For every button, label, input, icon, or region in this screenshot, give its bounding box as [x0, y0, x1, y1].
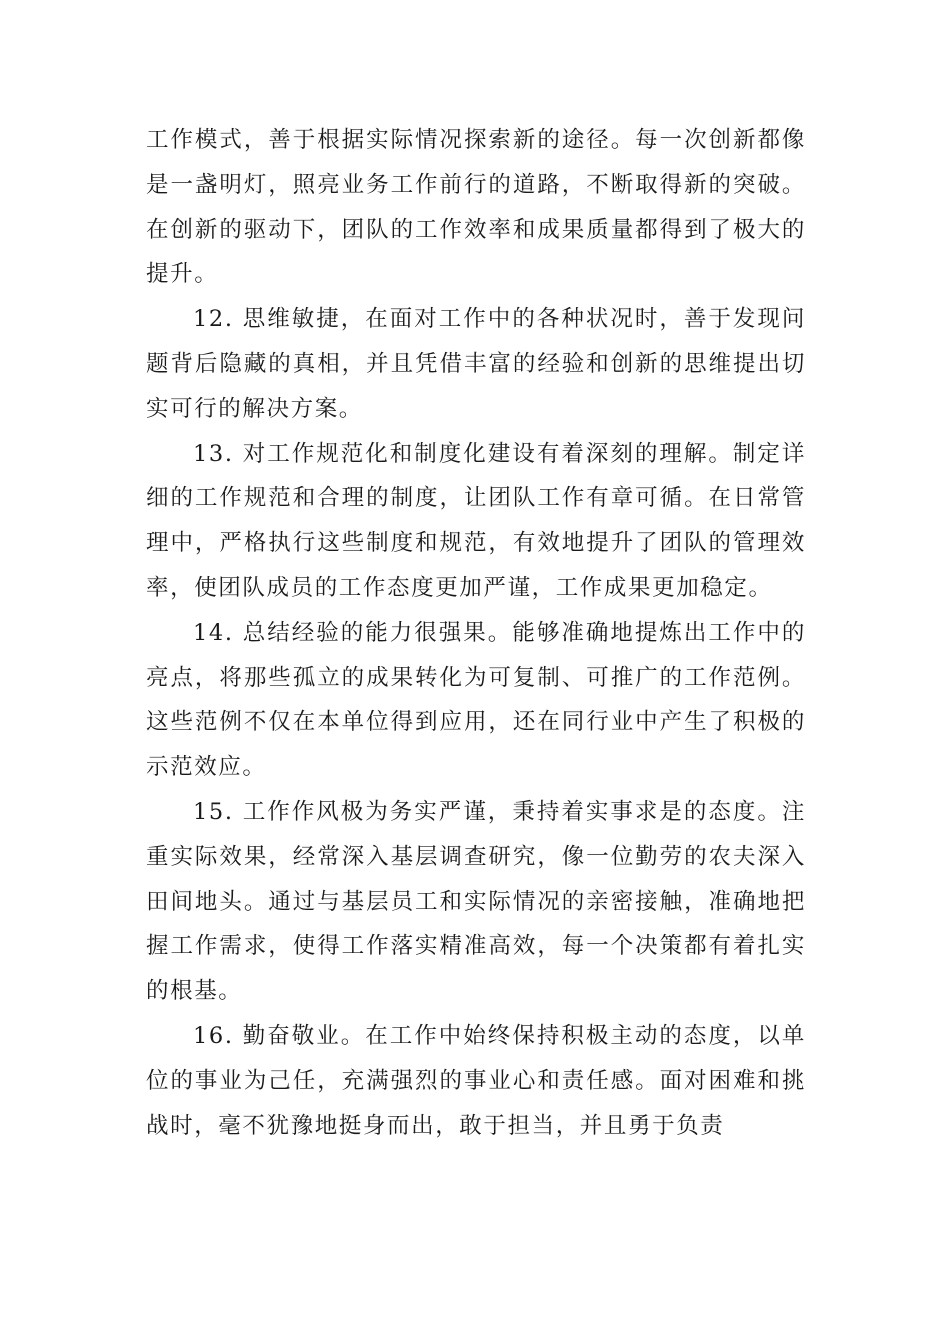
- paragraph-item-12: 12. 思维敏捷，在面对工作中的各种状况时，善于发现问题背后隐藏的真相，并且凭借丰富的经验和创新的思维提出切实可行的解决方案。: [146, 306, 806, 422]
- paragraph-item-13: 13. 对工作规范化和制度化建设有着深刻的理解。制定详细的工作规范和合理的制度，让团队工作有章可循。在日常管理中，严格执行这些制度和规范，有效地提升了团队的管理效率，使团队成员的工作态度更加严谨，工作成果更加稳定。: [146, 440, 806, 601]
- document-body: [146, 118, 806, 1148]
- paragraph-item-15: 15. 工作作风极为务实严谨，秉持着实事求是的态度。注重实际效果，经常深入基层调查研究，像一位勤劳的农夫深入田间地头。通过与基层员工和实际情况的亲密接触，准确地把握工作需求，使得工作落实精准高效，每一个决策都有着扎实的根基。: [146, 798, 806, 1005]
- paragraph-item-16: 16. 勤奋敬业。在工作中始终保持积极主动的态度，以单位的事业为己任，充满强烈的事业心和责任感。面对困难和挑战时，毫不犹豫地挺身而出，敢于担当，并且勇于负责: [146, 1022, 806, 1139]
- paragraph-continuation: 工作模式，善于根据实际情况探索新的途径。每一次创新都像是一盏明灯，照亮业务工作前行的道路，不断取得新的突破。在创新的驱动下，团队的工作效率和成果质量都得到了极大的提升。: [146, 127, 806, 288]
- paragraph-item-14: 14. 总结经验的能力很强果。能够准确地提炼出工作中的亮点，将那些孤立的成果转化为可复制、可推广的工作范例。这些范例不仅在本单位得到应用，还在同行业中产生了积极的示范效应。: [146, 619, 806, 781]
